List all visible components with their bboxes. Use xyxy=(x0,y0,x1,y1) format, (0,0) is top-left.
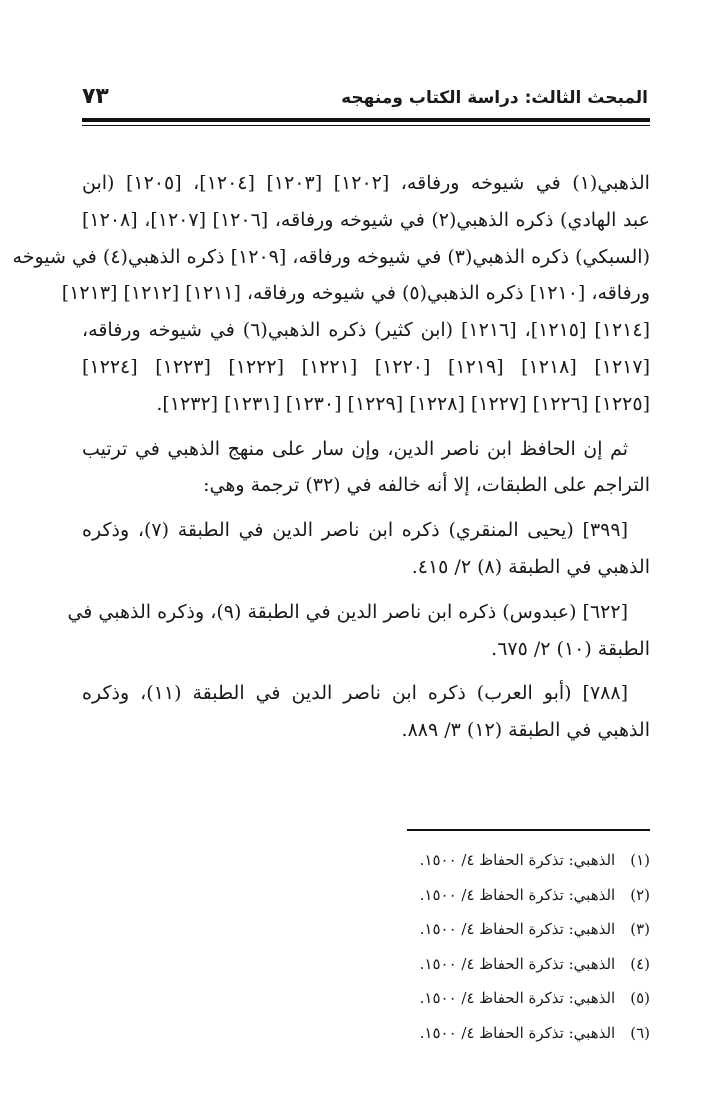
footnote xyxy=(350,912,650,947)
footnote-text: الذهبي: تذكرة الحفاظ ٤/ ١٥٠٠. xyxy=(419,920,616,938)
text-line: ثم إن الحافظ ابن ناصر الدين، وإن سار على منهج الذهبي في ترتيب xyxy=(82,437,628,460)
paragraph-1 xyxy=(12,165,650,423)
footnote-number: (٥) xyxy=(630,989,650,1007)
footnote xyxy=(350,1016,650,1051)
footnote xyxy=(350,843,650,878)
footnote-number: (٦) xyxy=(630,1023,650,1042)
footnote xyxy=(350,878,650,913)
running-title: المبحث الثالث: دراسة الكتاب ومنهجه xyxy=(341,88,648,108)
text-line: [١٢٢٥] [١٢٢٦] [١٢٢٧] [١٢٢٨] [١٢٢٩] [١٢٣٠] [١٢٣١] [١٢٣٢]. xyxy=(156,392,650,415)
page-header xyxy=(82,84,648,116)
footnote-text: الذهبي: تذكرة الحفاظ ٤/ ١٥٠٠. xyxy=(419,989,616,1007)
text-line: [٧٨٨] (أبو العرب) ذكره ابن ناصر الدين في الطبقة (١١)، وذكره xyxy=(82,682,628,705)
text-line: [١٢١٤] [١٢١٥]، [١٢١٦] (ابن كثير) ذكره الذهبي(٦) في شيوخه ورفاقه، xyxy=(82,319,650,342)
footnotes xyxy=(350,843,650,1050)
footnote-number: (١) xyxy=(630,851,650,869)
text-line: الطبقة (١٠) ٢/ ٦٧٥. xyxy=(491,637,650,660)
footnote xyxy=(350,981,650,1016)
footnote-number: (٤) xyxy=(630,954,650,973)
footnote-separator xyxy=(407,829,650,831)
paragraph-4 xyxy=(67,594,650,668)
text-line: (السبكي) ذكره الذهبي(٣) في شيوخه ورفاقه، [١٢٠٩] ذكره الذهبي(٤) في شيوخه xyxy=(12,245,650,268)
text-line: [١٢١٧] [١٢١٨] [١٢١٩] [١٢٢٠] [١٢٢١] [١٢٢٢] [١٢٢٣] [١٢٢٤] xyxy=(82,355,650,378)
text-line: الذهبي في الطبقة (١٢) ٣/ ٨٨٩. xyxy=(401,719,650,742)
footnote-text: الذهبي: تذكرة الحفاظ ٤/ ١٥٠٠. xyxy=(419,1023,616,1042)
paragraph-5 xyxy=(82,675,650,749)
page-number: ٧٣ xyxy=(82,84,109,109)
text-line: التراجم على الطبقات، إلا أنه خالفه في (٣٢) ترجمة وهي: xyxy=(203,474,650,497)
text-line: [٣٩٩] (يحيى المنقري) ذكره ابن ناصر الدين في الطبقة (٧)، وذكره xyxy=(82,519,628,542)
footnote-text: الذهبي: تذكرة الحفاظ ٤/ ١٥٠٠. xyxy=(419,954,616,973)
footnote-text: الذهبي: تذكرة الحفاظ ٤/ ١٥٠٠. xyxy=(419,851,616,869)
paragraph-2 xyxy=(82,431,650,505)
text-line: الذهبي(١) في شيوخه ورفاقه، [١٢٠٢] [١٢٠٣] [١٢٠٤]، [١٢٠٥] (ابن xyxy=(82,172,650,194)
footnote xyxy=(350,947,650,982)
footnote-number: (٢) xyxy=(630,885,650,904)
footnote-number: (٣) xyxy=(630,920,650,938)
paragraph-3 xyxy=(82,512,650,586)
text-line: عبد الهادي) ذكره الذهبي(٢) في شيوخه ورفاقه، [١٢٠٦] [١٢٠٧]، [١٢٠٨] xyxy=(82,208,650,231)
text-line: [٦٢٢] (عبدوس) ذكره ابن ناصر الدين في الطبقة (٩)، وذكره الذهبي في xyxy=(67,600,628,623)
header-rule-thin xyxy=(82,125,650,126)
text-line: ورفاقه، [١٢١٠] ذكره الذهبي(٥) في شيوخه ورفاقه، [١٢١١] [١٢١٢] [١٢١٣] xyxy=(61,282,650,305)
header-rule-thick xyxy=(82,118,650,122)
text-line: الذهبي في الطبقة (٨) ٢/ ٤١٥. xyxy=(411,555,650,578)
footnote-text: الذهبي: تذكرة الحفاظ ٤/ ١٥٠٠. xyxy=(419,885,616,904)
main-text xyxy=(12,165,650,757)
